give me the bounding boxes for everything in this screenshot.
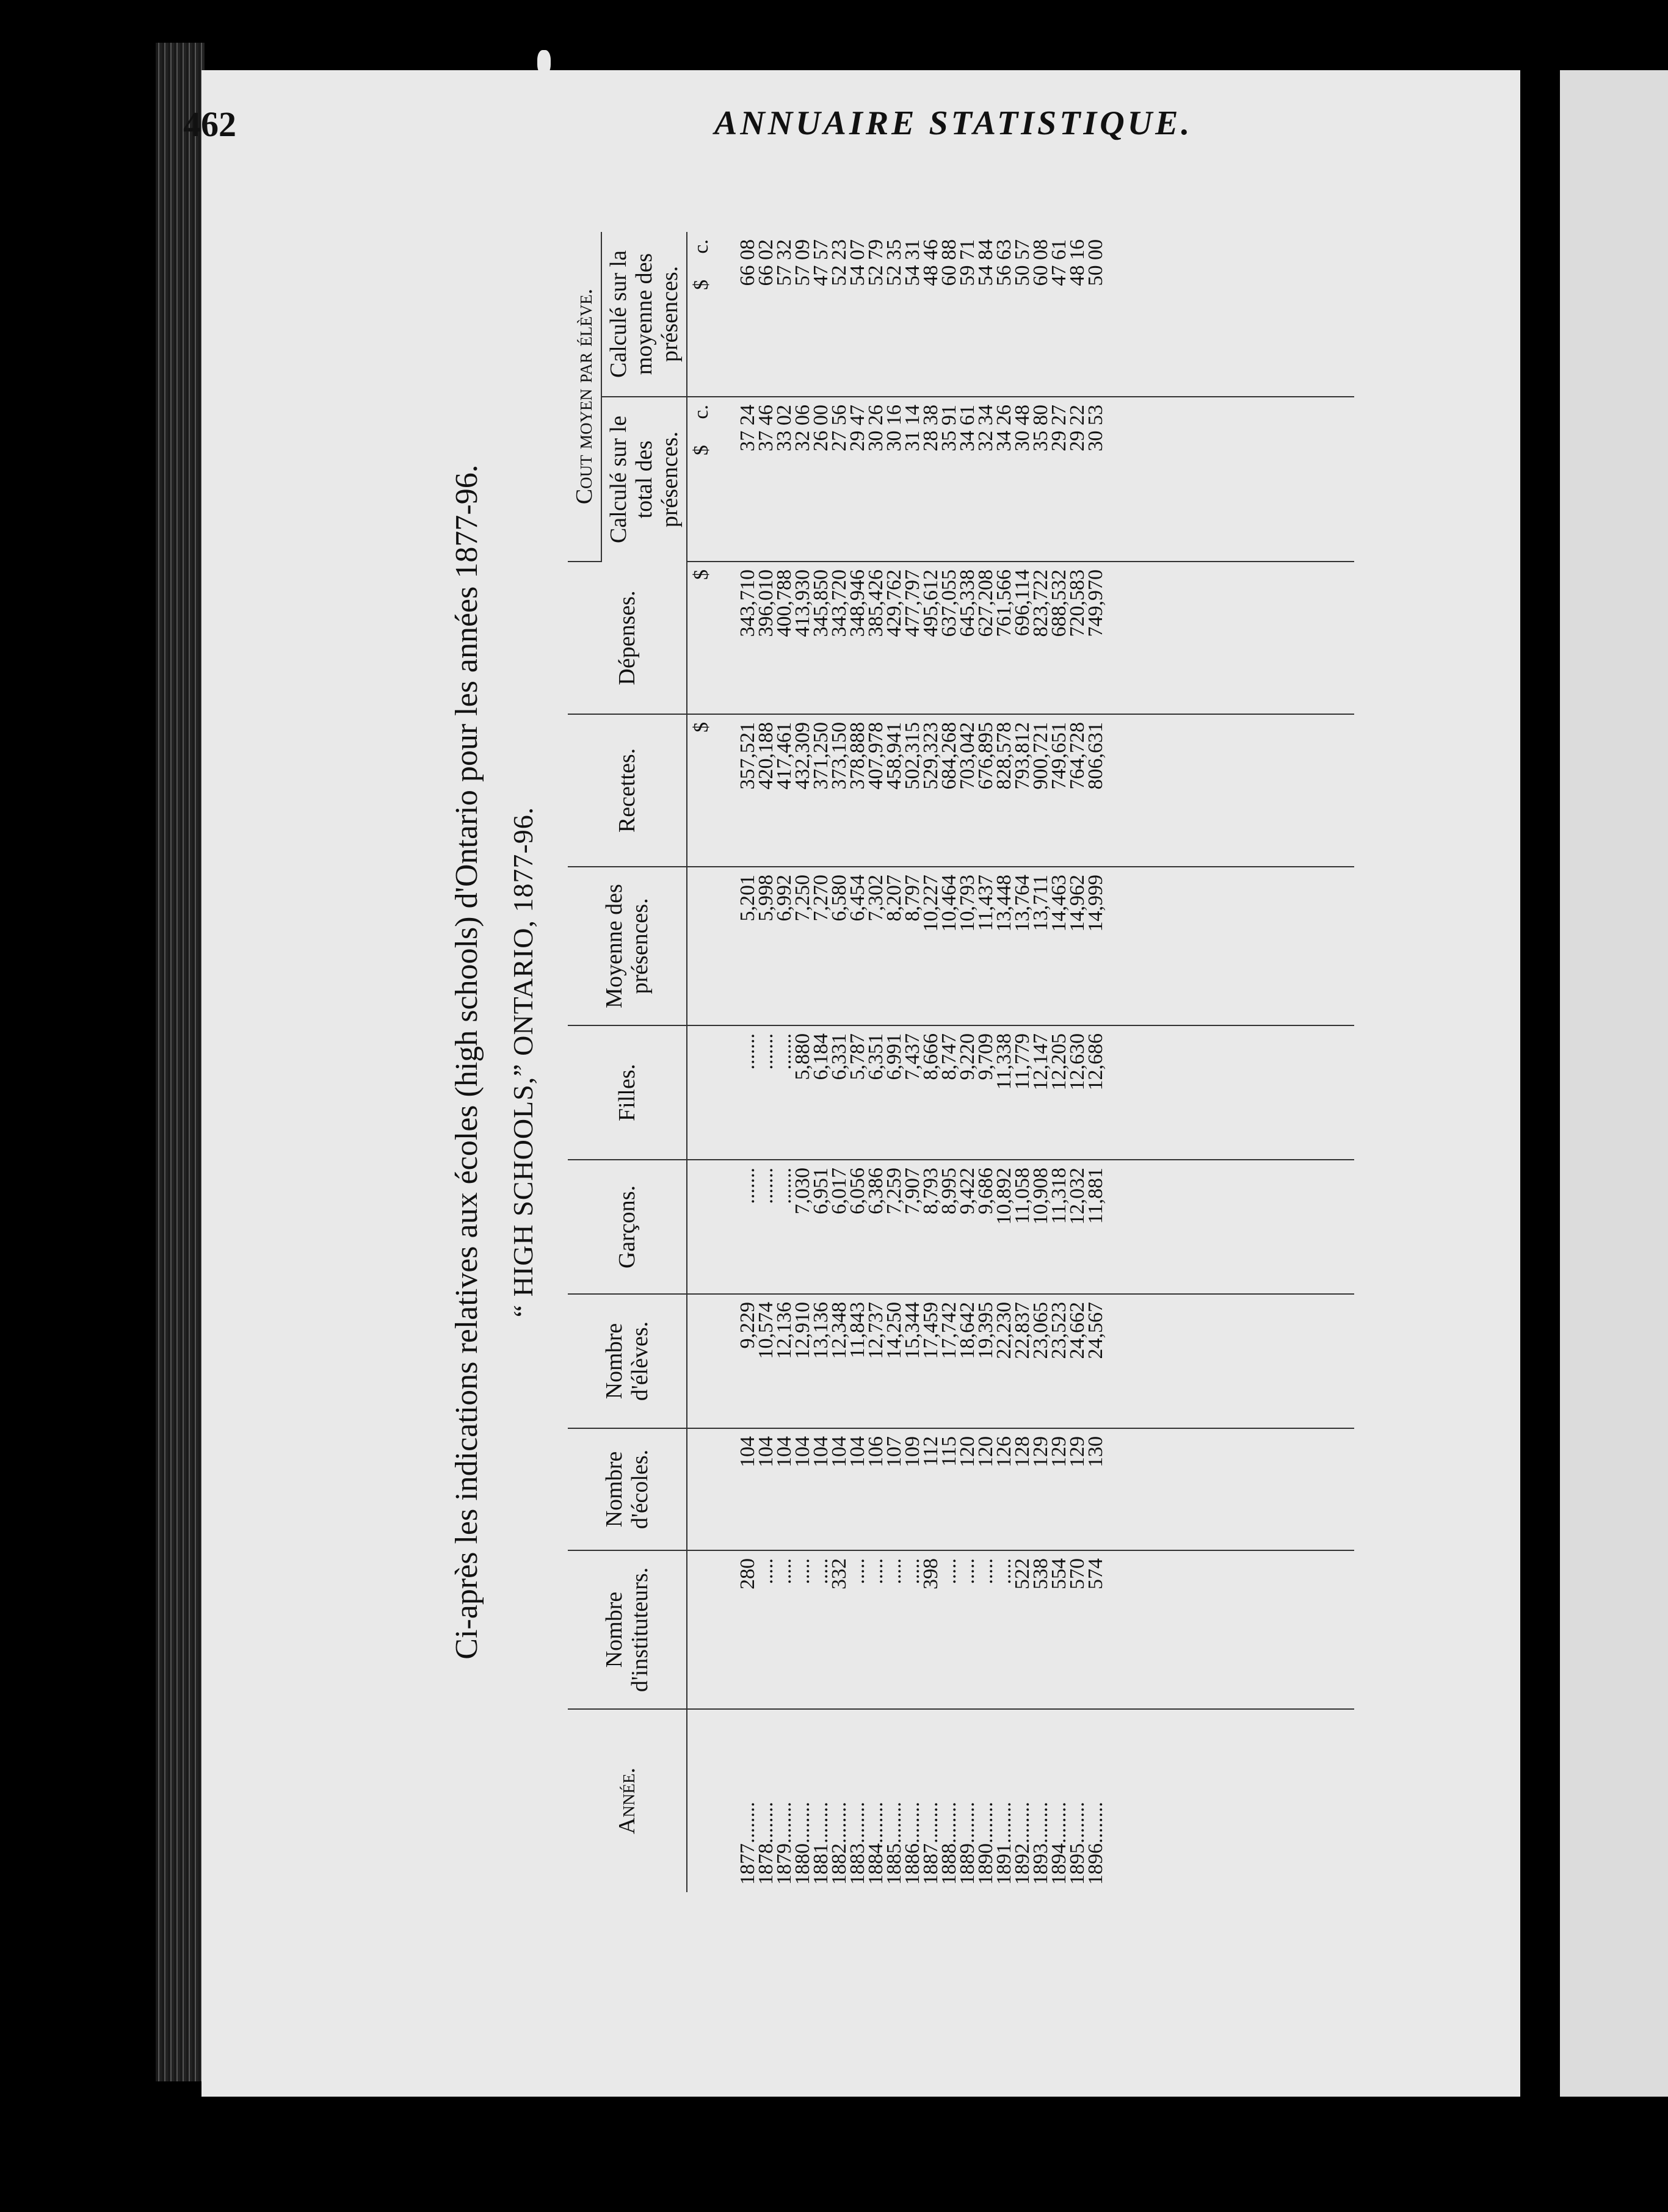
header-annee: Année. xyxy=(568,1709,687,1892)
column-eleves: 9,229 10,574 12,136 12,910 13,136 12,348 11,843 12,737 14,250 15,344 17,459 17,742 18,642 19,395 22,230 22,837 23,065 23,523 24,662 24,567 xyxy=(734,1294,1354,1428)
column-ecoles: 104 104 104 104 104 104 104 106 107 109 112 115 120 120 126 128 129 129 129 130 xyxy=(734,1428,1354,1550)
header-ecoles: Nombre d'écoles. xyxy=(568,1428,687,1550)
rotated-table-block xyxy=(446,232,1337,1892)
header-depenses: Dépenses. xyxy=(568,562,687,714)
facing-page-edge xyxy=(1560,70,1668,2097)
column-cout-moyenne: 66 08 66 02 57 32 57 09 47 57 52 23 54 07 52 79 52 35 54 31 48 46 60 88 59 71 54 84 56 63 50 57 60 08 47 61 48 16 50 00 xyxy=(734,232,1354,397)
unit-cout-moyenne: $ c. xyxy=(687,232,734,397)
header-eleves: Nombre d'élèves. xyxy=(568,1294,687,1428)
unit-cell xyxy=(687,1294,734,1428)
column-depenses: 343,710 396,010 400,788 413,930 345,850 343,720 348,946 385,426 429,762 477,797 495,612 637,055 645,338 627,208 761,566 696,114 823,722 688,532 720,583 749,970 xyxy=(734,562,1354,714)
table-caption: Ci-après les indications relatives aux écoles (high schools) d'Ontario pour les années 1877-96. xyxy=(449,464,484,1660)
column-filles: ....... ....... ....... 5,880 6,184 6,331 5,787 6,351 6,991 7,437 8,666 8,747 9,220 9,709 11,338 11,779 12,147 12,205 12,630 12,686 xyxy=(734,1025,1354,1160)
header-garcons: Garçons. xyxy=(568,1160,687,1294)
unit-cout-total: $ c. xyxy=(687,397,734,562)
page-number: 462 xyxy=(183,104,236,144)
column-moyenne: 5,201 5,998 6,992 7,250 7,270 6,580 6,454 7,302 8,207 8,797 10,227 10,464 10,793 11,437 13,448 13,764 13,711 14,463 14,962 14,999 xyxy=(734,867,1354,1025)
unit-cell xyxy=(687,1709,734,1892)
header-moyenne: Moyenne des présences. xyxy=(568,867,687,1025)
unit-cell xyxy=(687,1025,734,1160)
column-cout-total: 37 24 37 46 33 02 32 06 26 00 27 56 29 47 30 26 30 16 31 14 28 38 35 91 34 61 32 34 34 26 30 48 35 80 29 27 29 22 30 53 xyxy=(734,397,1354,562)
header-filles: Filles. xyxy=(568,1025,687,1160)
header-cout-total: Calculé sur le total des présences. xyxy=(601,397,687,562)
header-recettes: Recettes. xyxy=(568,714,687,867)
header-instituteurs: Nombre d'instituteurs. xyxy=(568,1550,687,1709)
unit-depenses: $ xyxy=(687,562,734,714)
header-cout-group: Cout moyen par élève. xyxy=(568,232,601,562)
header-cout-moyenne: Calculé sur la moyenne des présences. xyxy=(601,232,687,397)
unit-cell xyxy=(687,1550,734,1709)
book-binding-edge xyxy=(156,43,205,2081)
column-annee: 1877........ 1878........ 1879........ 1880........ 1881........ 1882........ 1883........ 1884........ 1885........ 1886........ 1887........ 1888........ 1889........ 1890........ 1891........ 1892........ 1893........ 1894........ 1895........ 1896........ xyxy=(736,1802,1107,1885)
high-schools-table xyxy=(568,232,1354,1892)
column-instituteurs: 280 ..... ..... ..... ..... 332 ..... ..... ..... ..... 398 ..... ..... ..... ..... 522 538 554 570 574 xyxy=(734,1550,1354,1709)
ink-mark xyxy=(537,50,551,74)
unit-cell xyxy=(687,1160,734,1294)
unit-cell xyxy=(687,1428,734,1550)
table-subtitle: “ HIGH SCHOOLS,” ONTARIO, 1877-96. xyxy=(507,806,538,1318)
column-garcons: ....... ....... ....... 7,030 6,951 6,017 6,056 6,386 7,259 7,907 8,793 8,995 9,422 9,686 10,892 11,058 10,908 11,318 12,032 11,881 xyxy=(734,1160,1354,1294)
column-recettes: 357,521 420,188 417,461 432,309 371,250 373,150 378,888 407,978 458,941 502,315 529,323 684,268 703,042 676,895 828,578 793,812 900,721 749,651 764,728 806,631 xyxy=(734,714,1354,867)
unit-cell xyxy=(687,867,734,1025)
unit-recettes: $ xyxy=(687,714,734,867)
running-head: ANNUAIRE STATISTIQUE. xyxy=(714,104,1193,142)
